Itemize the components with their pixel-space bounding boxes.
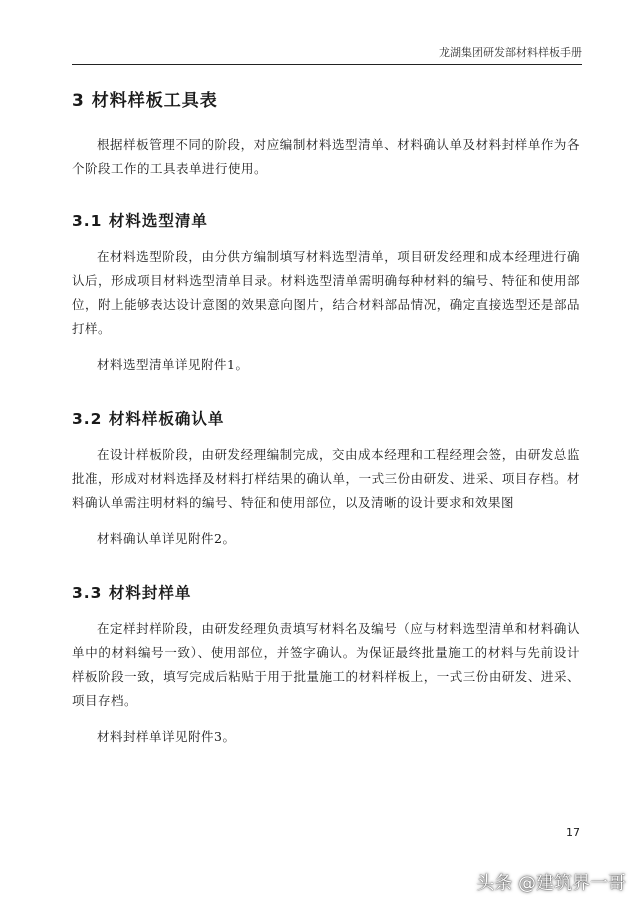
- subsection-title-3-3: 3.3 材料封样单: [72, 584, 192, 602]
- subsection-ref-3-2: 材料确认单详见附件2。: [97, 531, 236, 546]
- running-header: 龙湖集团研发部材料样板手册: [439, 46, 582, 59]
- subsection-body-3-1: 在材料选型阶段，由分供方编制填写材料选型清单，项目研发经理和成本经理进行确认后，形成项目材料选型清单目录。材料选型清单需明确每种材料的编号、特征和使用部位，附上能够表达设计意图的效果意向图片，结合材料部品情况，确定直接选型还是部品打样。: [72, 249, 580, 336]
- document-body: [72, 76, 580, 779]
- watermark: [476, 869, 626, 895]
- subsection-ref-3-3: 材料封样单详见附件3。: [97, 729, 236, 744]
- watermark-text: 头条 @建筑界一哥: [476, 873, 626, 894]
- subsection-ref-3-1: 材料选型清单详见附件1。: [97, 357, 249, 372]
- subsection-title-3-1: 3.1 材料选型清单: [72, 212, 208, 230]
- header-rule: [72, 64, 582, 65]
- section-intro: 根据样板管理不同的阶段，对应编制材料选型清单、材料确认单及材料封样单作为各个阶段工作的工具表单进行使用。: [72, 137, 580, 176]
- subsection-body-3-3: 在定样封样阶段，由研发经理负责填写材料名及编号（应与材料选型清单和材料确认单中的材料编号一致）、使用部位，并签字确认。为保证最终批量施工的材料与先前设计样板阶段一致，填写完成后粘贴于用于批量施工的材料样板上，一式三份由研发、进采、项目存档。: [72, 621, 580, 708]
- page-number: 17: [566, 826, 580, 839]
- section-title: 3 材料样板工具表: [72, 91, 218, 111]
- subsection-title-3-2: 3.2 材料样板确认单: [72, 410, 225, 428]
- subsection-body-3-2: 在设计样板阶段，由研发经理编制完成，交由成本经理和工程经理会签，由研发总监批准，形成对材料选择及材料打样结果的确认单，一式三份由研发、进采、项目存档。材料确认单需注明材料的编号、特征和使用部位，以及清晰的设计要求和效果图: [72, 447, 580, 510]
